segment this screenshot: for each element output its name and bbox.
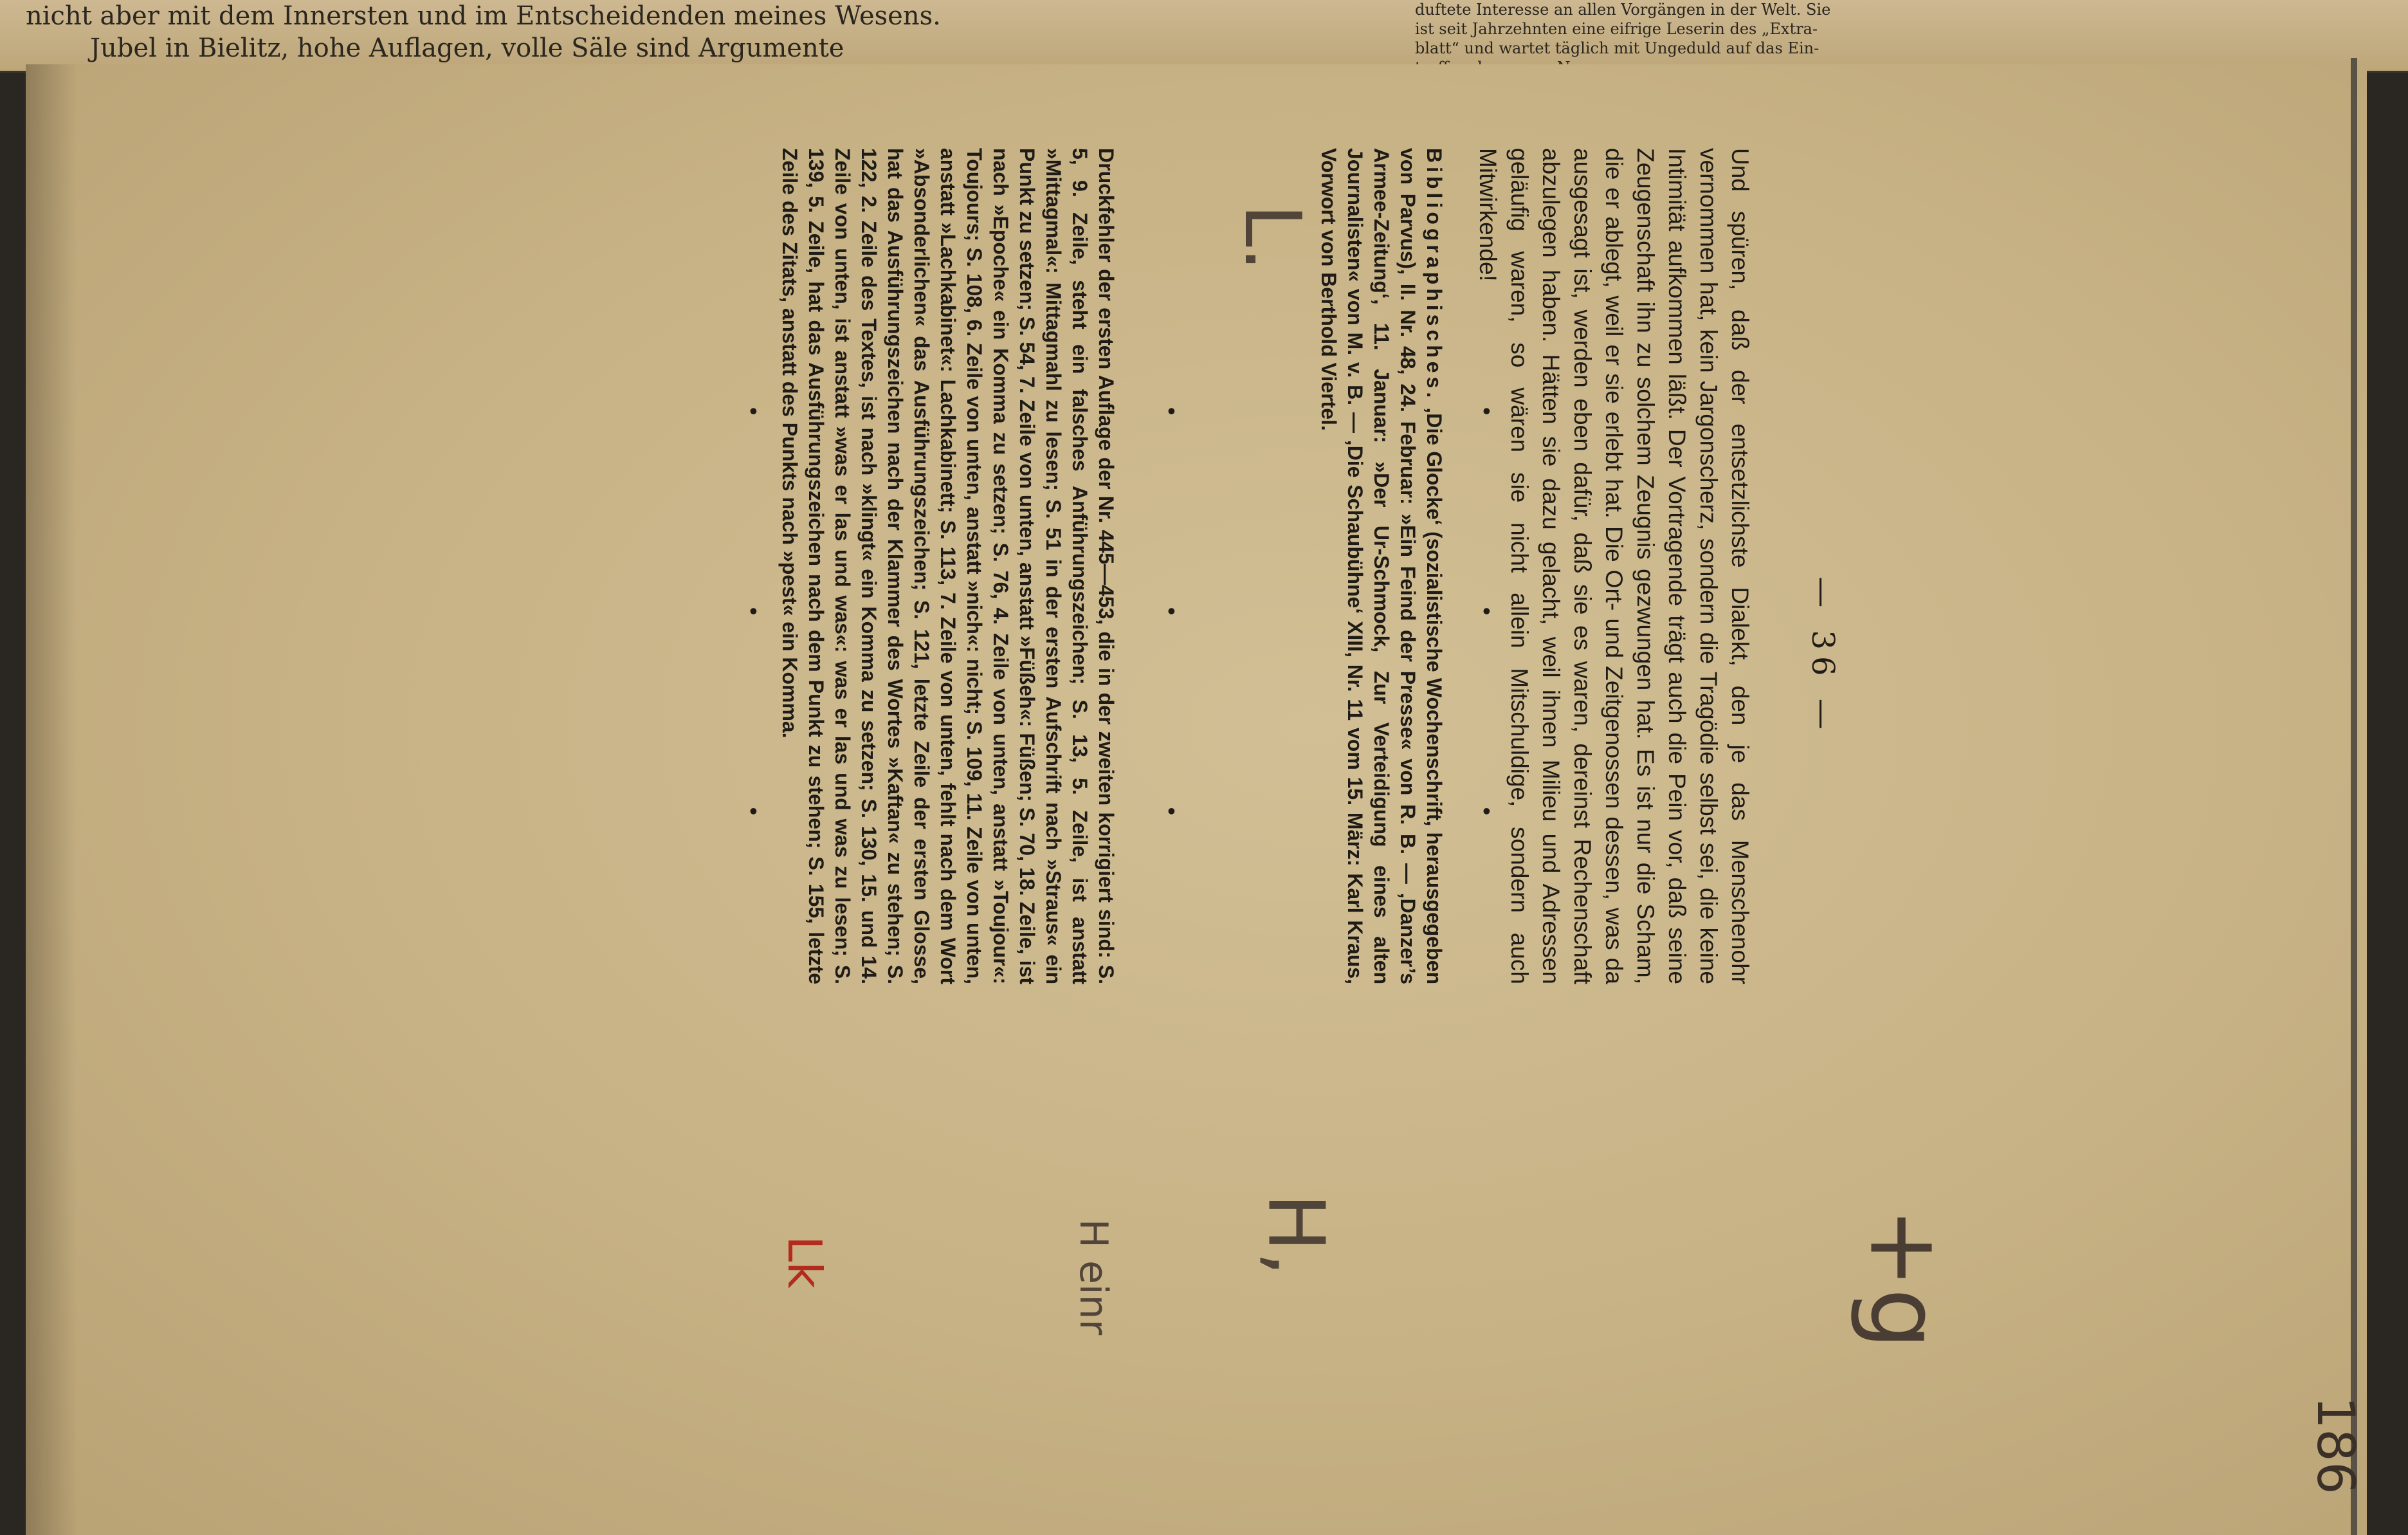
text-line: Jubel in Bielitz, hohe Auflagen, volle Säle sind Argumente <box>90 33 844 63</box>
section-separator: • • • <box>1158 405 1183 908</box>
text-line: nicht aber mit dem Innersten und im Entscheidenden meines Wesens. <box>26 1 941 31</box>
handwritten-l-mark: L. <box>1227 204 1317 271</box>
rotated-page-content <box>495 122 1910 1190</box>
folio-number: 186 <box>2305 1396 2366 1494</box>
previous-page-strip <box>0 0 2408 73</box>
errata-paragraph: Druckfehler der ersten Auflage der Nr. 445—453, die in der zweiten korrigiert sind: S. 5, 9. Zeile, steht ein falsches Anführungszeichen; S. 13, 5. Zeile, ist anstatt »Mittagmal«: Mittagmahl zu lesen; S. 51 in der ersten Aufschrift nach »Straus« ein Punkt zu setzen; S. 54, 7. Zeile von unten, anstatt »Füßeh«: Füßen; S. 70, 18. Zeile, ist nach »Epoche« ein Komma zu setzen; S. 76, 4. Zeile von unten, anstatt »Toujour«: Toujours; S. 108, 6. Zeile von unten, anstatt »nich«: nicht; S. 109, 11. Zeile von unten, anstatt »Lachkabinet«: Lachkabinett; S. 113, 7. Zeile von unten, fehlt nach dem Wort »Absonderlichen« das Ausführungszeichen; S. 121, letzte Zeile der ersten Glosse, hat das Ausführungszeichen nach der Klammer des Wortes »Kaftan« zu stehen; S. 122, 2. Zeile des Textes, ist nach »klingt« ein Komma zu setzen; S. 130, 15. und 14. Zeile von unten, ist anstatt »was er las und was«: was er las und was zu lesen; S. 139, 5. Zeile, hat das Ausführungszeichen nach dem Punkt zu stehen; S. 155, letzte Zeile des Zitats, anstatt des Punkts nach »pest« ein Komma. <box>778 148 1118 984</box>
text-line: duftete Interesse an allen Vorgängen in der Welt. Sie <box>1415 1 1831 19</box>
handwritten-note: H einr <box>1071 1218 1117 1336</box>
essay-paragraph: Und spüren, daß der entsetzlichste Dialekt, den je das Menschenohr vernommen hat, kein Jargonscherz, sondern die Tragödie selbst sei, die keine Intimität aufkommen läßt. Der Vortragende trägt auch die Pein vor, daß seine Zeugenschaft ihn zu solchem Zeugnis gezwungen hat. Es ist nur die Scham, die er ablegt, weil er sie erlebt hat. Die Ort- und Zeitgenossen dessen, was da ausgesagt ist, werden eben dafür, daß sie es waren, dereinst Rechenschaft abzulegen haben. Hätten sie dazu gelacht, weil ihnen Milieu und Adressen geläufig waren, so wären sie nicht allein Mitschuldige, sondern auch Mitwirkende! <box>1475 148 1753 984</box>
red-correction-mark: Lk <box>777 1236 832 1289</box>
handwritten-h-mark: H, <box>1250 1193 1340 1276</box>
section-separator: • • • <box>740 405 765 908</box>
bibliography-section <box>1315 148 1447 984</box>
previous-page-text-right <box>1415 0 1942 71</box>
bibliography-heading: Bibliographisches. <box>1423 148 1446 402</box>
pencil-mark: +g <box>1848 1207 1960 1350</box>
page-number: — 36 — <box>1805 576 1841 736</box>
bibliography-text: ‚Die Glocke‘ (sozialistische Wochenschrift, herausgegeben von Parvus), II. Nr. 48, 24. Februar: »Ein Feind der Presse« von R. B. — ‚Danzer’s Armee-Zeitung‘, 11. Januar: »Der Ur-Schmock, Zur Verteidigung eines alten Journalisten« von M. v. B. — ‚Die Schaubühne‘ XIII, Nr. 11 vom 15. März: Karl Kraus, Vorwort von Berthold Viertel. <box>1317 148 1446 985</box>
section-separator: • • • <box>1473 405 1499 908</box>
text-line: blatt“ und wartet täglich mit Ungeduld auf das Ein- <box>1415 39 1820 57</box>
previous-page-text-left <box>26 0 978 71</box>
text-line: ist seit Jahrzehnten eine eifrige Leserin des „Extra- <box>1415 20 1818 38</box>
book-spine <box>2351 58 2357 1535</box>
